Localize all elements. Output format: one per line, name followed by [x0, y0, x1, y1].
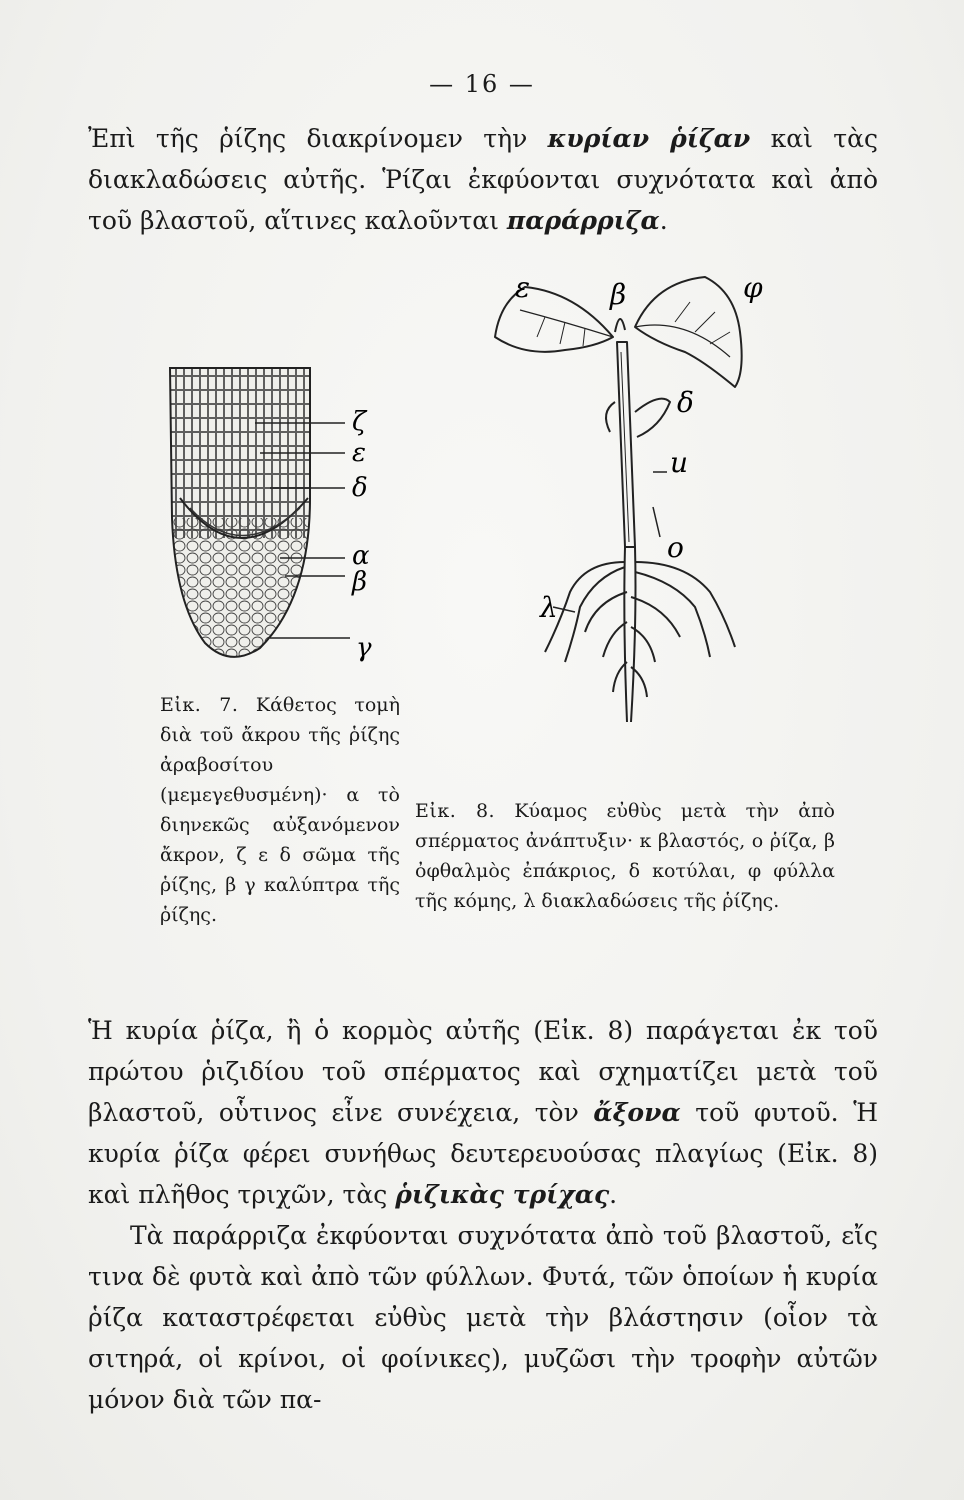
- p1-text-middle: τοῦ φυτοῦ. Ἡ κυρία ῥίζα φέρει συνήθως δευτερευούσας πλαγίως (Εἰκ. 8) καὶ πλῆθος τριχῶν, τὰς: [88, 1098, 878, 1209]
- fig7-caption-label: Εἰκ. 7.: [160, 694, 239, 716]
- fig8-label-phi: φ: [743, 271, 763, 304]
- body-text: [88, 1010, 878, 1420]
- fig8-label-epsilon: ε: [515, 271, 531, 304]
- p1-text-before: Ἡ κυρία ῥίζα, ἢ ὁ κορμὸς αὐτῆς (Εἰκ. 8) παράγεται ἐκ τοῦ πρώτου ῥιζιδίου τοῦ σπέρματος καὶ σχηματίζει μετὰ τοῦ βλαστοῦ, οὗτινος εἶνε συνέχεια, τὸν: [88, 1016, 878, 1127]
- fig8-label-delta: δ: [677, 386, 694, 419]
- fig8-label-beta: β: [610, 278, 627, 311]
- fig7-label-beta: β: [352, 567, 368, 597]
- fig8-label-omicron: ο: [667, 531, 684, 564]
- term-adventitious-roots: παράρριζα: [506, 206, 660, 235]
- figure-8-bean-seedling: [485, 262, 815, 742]
- intro-paragraph: [88, 118, 878, 241]
- fig7-caption-text: Κάθετος τομὴ διὰ τοῦ ἄκρου τῆς ῥίζης ἀραβοσίτου (μεμεγεθυσμένη)· α τὸ διηνεκῶς αὐξανόμενον ἄκρον, ζ ε δ σῶμα τῆς ῥίζης, β γ καλύπτρα τῆς ῥίζης.: [160, 694, 400, 926]
- intro-text-after: .: [659, 206, 668, 235]
- fig7-label-zeta: ζ: [352, 407, 367, 437]
- term-axis: ἄξονα: [593, 1098, 681, 1127]
- page-number: — 16 —: [429, 70, 535, 98]
- fig8-caption-text: Κύαμος εὐθὺς μετὰ τὴν ἀπὸ σπέρματος ἀνάπτυξιν· κ βλαστός, ο ῥίζα, β ὀφθαλμὸς ἐπάκριος, δ κοτύλαι, φ φύλλα τῆς κόμης, λ διακλαδώσεις τῆς ῥίζης.: [415, 800, 835, 912]
- fig7-label-epsilon: ε: [352, 438, 366, 468]
- intro-text-middle: καὶ τὰς διακλαδώσεις αὐτῆς. Ῥίζαι ἐκφύονται συχνότατα καὶ ἀπὸ τοῦ βλαστοῦ, αἵτινες καλοῦνται: [88, 124, 878, 235]
- fig7-label-gamma: γ: [356, 633, 372, 663]
- fig8-label-u: u: [670, 446, 689, 479]
- fig8-caption-label: Εἰκ. 8.: [415, 800, 496, 822]
- figure-8-caption: [415, 796, 835, 916]
- fig7-label-alpha: α: [352, 541, 370, 571]
- body-paragraph-2: Τὰ παράρριζα ἐκφύονται συχνότατα ἀπὸ τοῦ βλαστοῦ, εἴς τινα δὲ φυτὰ καὶ ἀπὸ τῶν φύλλων. Φυτά, τῶν ὁποίων ἡ κυρία ῥίζα καταστρέφεται εὐθὺς μετὰ τὴν βλάστησιν (οἷον τὰ σιτηρά, οἱ κρίνοι, οἱ φοίνικες), μυζῶσι τὴν τροφὴν αὐτῶν μόνον διὰ τῶν πα-: [88, 1221, 878, 1414]
- intro-text-before: Ἐπὶ τῆς ῥίζης διακρίνομεν τὴν: [88, 124, 548, 153]
- body-paragraph-1: [88, 1010, 878, 1215]
- fig8-label-lambda: λ: [540, 591, 558, 624]
- fig7-label-delta: δ: [352, 473, 368, 503]
- term-root-hairs: ῥιζικὰς τρίχας: [395, 1180, 610, 1209]
- term-main-root: κυρίαν ῥίζαν: [547, 124, 751, 153]
- p1-text-after: .: [609, 1180, 618, 1209]
- figure-7-caption: [160, 690, 400, 930]
- figure-7-root-tip-section: [160, 348, 420, 688]
